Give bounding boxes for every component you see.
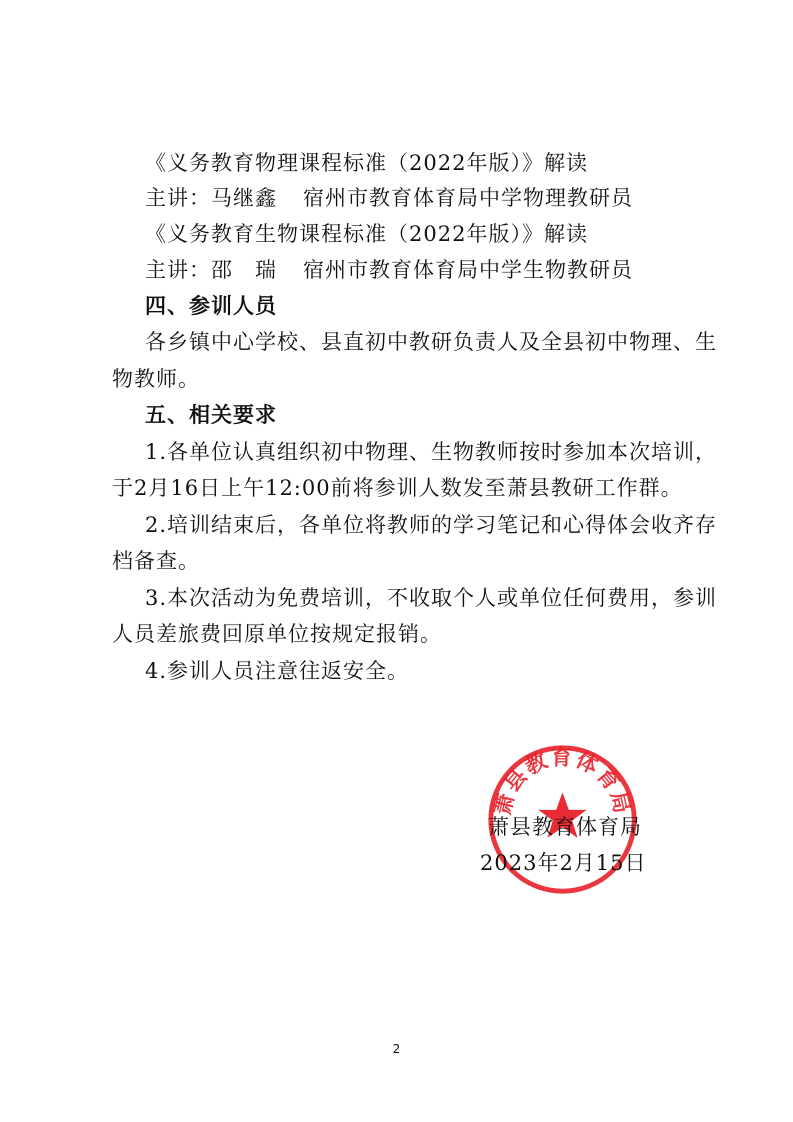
lecturer-biology xyxy=(145,255,633,285)
participants-text-1: 各乡镇中心学校、县直初中教研负责人及全县初中物理、生 xyxy=(145,330,717,354)
requirement-2-line-2: 档备查。 xyxy=(112,549,200,573)
section-heading-requirements: 五、相关要求 xyxy=(145,403,277,427)
requirement-3-line-2: 人员差旅费回原单位按规定报销。 xyxy=(112,622,442,646)
lecturer-affiliation: 宿州市教育体育局中学物理教研员 xyxy=(303,186,633,210)
section-heading-participants: 四、参训人员 xyxy=(145,294,277,318)
requirement-1-line-1: 1.各单位认真组织初中物理、生物教师按时参加本次培训， xyxy=(145,440,718,464)
requirement-4: 4.参训人员注意往返安全。 xyxy=(145,659,410,683)
lecturer-physics xyxy=(145,183,633,213)
requirement-3-line-1: 3.本次活动为免费培训，不收取个人或单位任何费用，参训 xyxy=(145,586,718,610)
signature-date: 2023年2月15日 xyxy=(480,851,647,875)
svg-text:萧县教育体育局: 萧县教育体育局 xyxy=(490,745,635,818)
lecture-title-physics: 《义务教育物理课程标准（2022年版）》解读 xyxy=(145,151,588,175)
page-number: 2 xyxy=(392,1042,401,1056)
signature-org: 萧县教育体育局 xyxy=(488,815,642,839)
lecturer-label: 主讲：邵 瑞 xyxy=(145,258,277,282)
requirement-2-line-1: 2.培训结束后，各单位将教师的学习笔记和心得体会收齐存 xyxy=(145,513,718,537)
lecture-title-biology: 《义务教育生物课程标准（2022年版）》解读 xyxy=(145,222,588,246)
participants-text-2: 物教师。 xyxy=(112,367,200,391)
lecturer-affiliation: 宿州市教育体育局中学生物教研员 xyxy=(303,258,633,282)
requirement-1-line-2: 于2月16日上午12:00前将参训人数发至萧县教研工作群。 xyxy=(112,476,683,500)
lecturer-label: 主讲：马继鑫 xyxy=(145,186,277,210)
